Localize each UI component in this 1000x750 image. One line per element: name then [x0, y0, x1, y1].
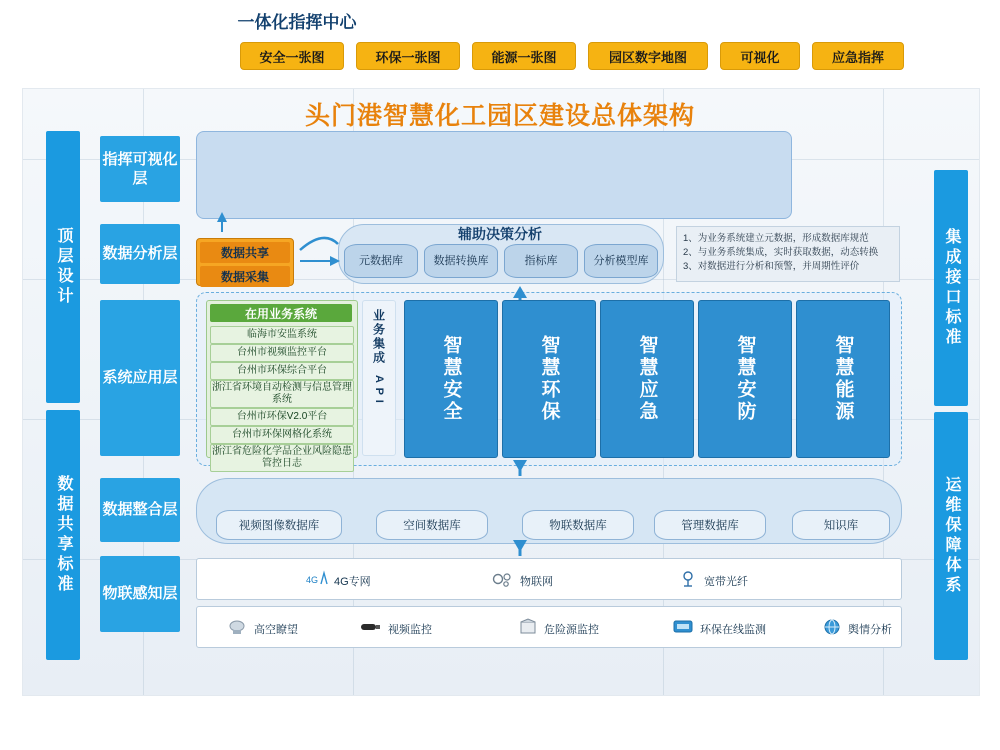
list-item[interactable] — [210, 362, 354, 380]
list-item-label: 台州市环保网格化系统 — [232, 429, 332, 440]
list-item[interactable] — [210, 380, 354, 408]
decision-note — [676, 226, 900, 282]
btn-visualization-label: 可视化 — [740, 49, 780, 65]
data-share-collect-box[interactable] — [196, 238, 294, 286]
bullet-camera-icon — [358, 618, 382, 639]
list-item[interactable] — [210, 426, 354, 444]
app-smart-emergency-label: 智慧应急 — [636, 335, 658, 423]
data-collect-label: 数据采集 — [200, 266, 290, 287]
app-smart-emergency[interactable] — [600, 300, 694, 458]
rail-integration-standard — [934, 170, 968, 406]
list-item-label: 浙江省环境自动检测与信息管理系统 — [212, 382, 352, 405]
db-analysis-model-label: 分析模型库 — [593, 254, 649, 267]
list-item-label: 临海市安监系统 — [247, 329, 317, 340]
sensor-item-hazard[interactable] — [518, 618, 599, 639]
sensor-item-video-label: 视频监控 — [388, 623, 432, 636]
rail-integration-standard-label: 集成接口标准 — [943, 228, 960, 348]
list-item[interactable] — [210, 444, 354, 472]
sensor-item-hazard-label: 危险源监控 — [544, 623, 599, 636]
app-smart-energy-label: 智慧能源 — [832, 335, 854, 423]
list-item-label: 浙江省危险化学品企业风险隐患管控日志 — [212, 446, 352, 469]
btn-energy-map-label: 能源一张图 — [491, 49, 557, 65]
rail-ops-guarantee — [934, 412, 968, 660]
network-item-iot-label: 物联网 — [520, 575, 553, 588]
list-item-label: 台州市视频监控平台 — [237, 347, 327, 358]
sensor-item-env-monitor[interactable] — [672, 618, 766, 639]
antenna-icon — [306, 570, 328, 591]
network-item-fiber-label: 宽带光纤 — [704, 575, 748, 588]
rail-data-share-standard-label: 数据共享标准 — [55, 475, 72, 595]
data-share-label: 数据共享 — [200, 242, 290, 263]
layer-iot-perception-label: 物联感知层 — [102, 585, 178, 603]
network-item-fiber[interactable] — [678, 570, 748, 591]
list-item[interactable] — [210, 326, 354, 344]
decision-analysis-title: 辅助决策分析 — [458, 226, 542, 242]
sensor-item-env-monitor-label: 环保在线监测 — [700, 623, 766, 636]
rail-top-design-label: 顶层设计 — [55, 227, 72, 307]
db-analysis-model[interactable] — [584, 244, 658, 278]
rail-ops-guarantee-label: 运维保障体系 — [943, 476, 960, 596]
db-knowledge[interactable] — [792, 510, 890, 540]
layer-system-application[interactable] — [100, 300, 180, 456]
layer-visualization-label: 指挥可视化层 — [102, 150, 178, 187]
network-item-4g[interactable] — [306, 570, 371, 591]
list-item-label: 台州市环保综合平台 — [237, 365, 327, 376]
sensor-item-opinion-label: 舆情分析 — [848, 623, 892, 636]
layer-data-integration-label: 数据整合层 — [102, 501, 178, 519]
business-systems-header: 在用业务系统 — [210, 304, 352, 322]
db-video-image[interactable] — [216, 510, 342, 540]
db-knowledge-label: 知识库 — [823, 520, 859, 532]
sensor-item-high-lookout-label: 高空瞭望 — [254, 623, 298, 636]
app-smart-environment[interactable] — [502, 300, 596, 458]
sensor-item-high-lookout[interactable] — [226, 618, 298, 639]
svg-text:4G: 4G — [306, 575, 319, 585]
layer-data-integration[interactable] — [100, 478, 180, 542]
db-metadata[interactable] — [344, 244, 418, 278]
network-item-4g-label: 4G专网 — [334, 575, 371, 588]
api-label: A P I — [373, 375, 385, 404]
fiber-icon — [678, 570, 698, 591]
db-indicator[interactable] — [504, 244, 578, 278]
btn-env-map[interactable] — [356, 42, 460, 70]
rail-top-design — [46, 131, 80, 403]
app-smart-environment-label: 智慧环保 — [538, 335, 560, 423]
btn-safety-map[interactable] — [240, 42, 344, 70]
db-iot[interactable] — [522, 510, 634, 540]
sensor-item-video[interactable] — [358, 618, 432, 639]
ptz-camera-icon — [226, 618, 248, 639]
btn-emergency-command-label: 应急指挥 — [831, 49, 884, 65]
btn-safety-map-label: 安全一张图 — [259, 49, 325, 65]
btn-park-digital-map[interactable] — [588, 42, 708, 70]
sensor-item-opinion[interactable] — [822, 618, 892, 639]
layer-data-analysis[interactable] — [100, 224, 180, 284]
btn-env-map-label: 环保一张图 — [375, 49, 441, 65]
app-smart-energy[interactable] — [796, 300, 890, 458]
db-management-label: 管理数据库 — [681, 520, 739, 532]
note-line-2: 2、与业务系统集成，实时获取数据，动态转换 — [683, 246, 879, 258]
layer-data-analysis-label: 数据分析层 — [102, 245, 178, 263]
rail-data-share-standard — [46, 410, 80, 660]
btn-energy-map[interactable] — [472, 42, 576, 70]
note-line-3: 3、对数据进行分析和预警，并周期性评价 — [683, 260, 860, 272]
app-smart-security-label: 智慧安防 — [734, 335, 756, 423]
btn-visualization[interactable] — [720, 42, 800, 70]
globe-icon — [822, 618, 842, 639]
box-sensor-icon — [518, 618, 538, 639]
db-management[interactable] — [654, 510, 766, 540]
note-line-1: 1、为业务系统建立元数据，形成数据库规范 — [683, 233, 869, 244]
btn-park-digital-map-label: 园区数字地图 — [608, 49, 687, 65]
db-iot-label: 物联数据库 — [549, 520, 607, 532]
db-spatial-label: 空间数据库 — [403, 520, 461, 532]
iot-gear-icon — [490, 570, 514, 591]
db-spatial[interactable] — [376, 510, 488, 540]
app-smart-safety[interactable] — [404, 300, 498, 458]
app-smart-safety-label: 智慧安全 — [440, 335, 462, 423]
btn-emergency-command[interactable] — [812, 42, 904, 70]
business-integration-label: 业务集成 — [371, 309, 386, 365]
app-smart-security[interactable] — [698, 300, 792, 458]
layer-iot-perception[interactable] — [100, 556, 180, 632]
command-center-panel — [196, 131, 792, 219]
list-item-label: 台州市环保V2.0平台 — [236, 411, 328, 422]
page-title: 头门港智慧化工园区建设总体架构 — [304, 102, 695, 130]
network-item-iot[interactable] — [490, 570, 553, 591]
list-item[interactable] — [210, 344, 354, 362]
command-center-title: 一体化指挥中心 — [237, 13, 357, 32]
db-video-image-label: 视频图像数据库 — [238, 520, 320, 532]
db-metadata-label: 元数据库 — [359, 254, 403, 267]
monitor-icon — [672, 618, 694, 639]
list-item[interactable] — [210, 408, 354, 426]
business-integration-column — [362, 300, 396, 456]
layer-visualization[interactable] — [100, 136, 180, 202]
db-indicator-label: 指标库 — [524, 254, 558, 267]
db-transform-label: 数据转换库 — [433, 254, 489, 267]
layer-system-application-label: 系统应用层 — [102, 369, 178, 387]
db-transform[interactable] — [424, 244, 498, 278]
